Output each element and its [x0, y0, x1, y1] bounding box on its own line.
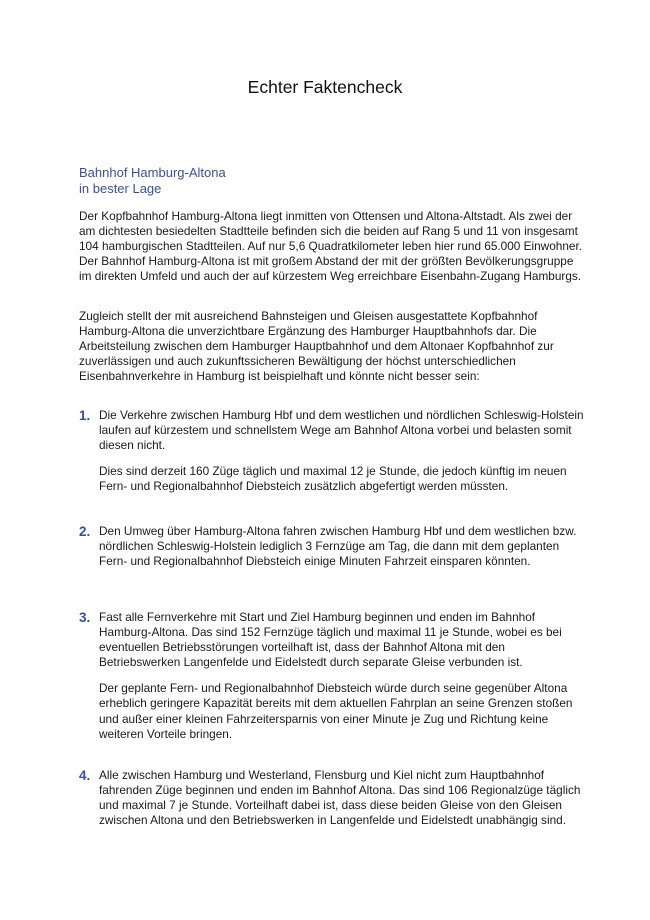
- list-item-text: Den Umweg über Hamburg-Altona fahren zwischen Hamburg Hbf und dem westlichen bzw. nördlichen Schleswig-Holstein lediglich 3 Fernzüge am Tag, die dann mit dem geplanten Fern- und Regionalbahnhof Diebsteich einige Minuten Fahrzeit einsparen könnten.: [99, 524, 577, 569]
- list-item-text: Dies sind derzeit 160 Züge täglich und maximal 12 je Stunde, die jedoch künftig im neuen Fern- und Regionalbahnhof Diebsteich zusätzlich abgefertigt werden müssten.: [99, 464, 567, 494]
- list-number: 1.: [79, 408, 91, 423]
- section-heading-line-1: Bahnhof Hamburg-Altona: [79, 165, 226, 180]
- list-number: 2.: [79, 524, 91, 539]
- list-item-body: [99, 408, 585, 494]
- list-item-text: Alle zwischen Hamburg und Westerland, Flensburg und Kiel nicht zum Hauptbahnhof fahrenden Züge beginnen und enden im Bahnhof Altona. Das sind 106 Regionalzüge täglich und maximal 7 je Stunde. Vorteilhaft dabei ist, dass diese beiden Gleise von den Gleisen zwischen Altona und den Betriebswerken in Langenfelde und Eidelstedt unabhängig sind.: [99, 768, 581, 828]
- list-item-body: [99, 768, 585, 828]
- list-item-text: Fast alle Fernverkehre mit Start und Ziel Hamburg beginnen und enden im Bahnhof Hamburg-Altona. Das sind 152 Fernzüge täglich und maximal 11 je Stunde, wobei es bei eventuellen Betriebsstörungen vorteilhaft ist, dass der Bahnhof Altona mit den Betriebswerken Langenfelde und Eidelstedt durch separate Gleise verbunden ist.: [99, 610, 562, 670]
- list-number: 3.: [79, 610, 91, 625]
- context-paragraph: Zugleich stellt der mit ausreichend Bahnsteigen und Gleisen ausgestattete Kopfbahnhof Hamburg-Altona die unverzichtbare Ergänzung des Hamburger Hauptbahnhofs dar. Die Arbeitsteilung zwischen dem Hamburger Hauptbahnhof und dem Altonaer Kopfbahnhof zur zuverlässigen und auch zukunftssicheren Bewältigung der höchst unterschiedlichen Eisenbahnverkehre in Hamburg ist beispielhaft und könnte nicht besser sein:: [79, 309, 554, 384]
- intro-paragraph: Der Kopfbahnhof Hamburg-Altona liegt inmitten von Ottensen und Altona-Altstadt. Als zwei der am dichtesten besiedelten Stadtteile befinden sich die beiden auf Rang 5 und 11 von insgesamt 104 hamburgischen Stadtteilen. Auf nur 5,6 Quadratkilometer leben hier rund 65.000 Einwohner. Der Bahnhof Hamburg-Altona ist mit großem Abstand der mit der größten Bevölkerungsgruppe im direkten Umfeld und auch der auf kürzestem Weg erreichbare Eisenbahn-Zugang Hamburgs.: [79, 209, 583, 284]
- section-heading-line-2: in bester Lage: [79, 181, 162, 196]
- list-item-body: [99, 610, 585, 742]
- list-item-text: Der geplante Fern- und Regionalbahnhof Diebsteich würde durch seine gegenüber Altona erheblich geringere Kapazität bereits mit dem aktuellen Fahrplan an seine Grenzen stoßen und außer einer kleinen Fahrzeitersparnis von einer Minute je Zug und Richtung keine weiteren Vorteile bringen.: [99, 681, 573, 741]
- list-number: 4.: [79, 768, 91, 783]
- page-title: Echter Faktencheck: [247, 77, 403, 97]
- list-item-text: Die Verkehre zwischen Hamburg Hbf und dem westlichen und nördlichen Schleswig-Holstein laufen auf kürzestem und schnellstem Wege am Bahnhof Altona vorbei und belasten somit diesen nicht.: [99, 408, 584, 453]
- section-heading: [79, 165, 479, 197]
- list-item-body: [99, 524, 585, 569]
